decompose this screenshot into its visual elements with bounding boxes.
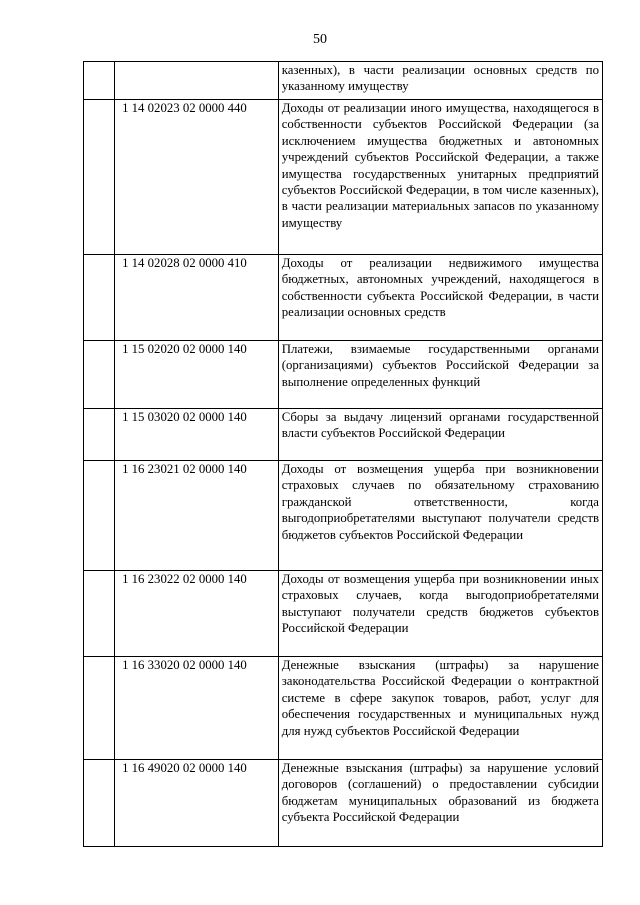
- revenue-codes-table: [83, 61, 603, 847]
- table-row: [84, 100, 603, 255]
- revenue-code-cell: 1 15 02020 02 0000 140: [115, 341, 279, 409]
- revenue-code-cell: 1 16 49020 02 0000 140: [115, 760, 279, 847]
- admin-code-cell: [84, 100, 115, 255]
- admin-code-cell: [84, 760, 115, 847]
- revenue-description-cell: казенных), в части реализации основных средств по указанному имуществу: [278, 62, 602, 100]
- revenue-code-cell: 1 14 02028 02 0000 410: [115, 255, 279, 341]
- table-row: [84, 62, 603, 100]
- table-row: [84, 760, 603, 847]
- table-row: [84, 409, 603, 461]
- page-number: 50: [313, 32, 327, 47]
- table-row: [84, 657, 603, 760]
- admin-code-cell: [84, 255, 115, 341]
- table-row: [84, 255, 603, 341]
- revenue-code-cell: 1 16 23021 02 0000 140: [115, 461, 279, 571]
- revenue-description-cell: Доходы от возмещения ущерба при возникновении страховых случаев по обязательному страхованию гражданской ответственности, когда выгодоприобретателями выступают получатели средств бюджетов субъектов Российской Федерации: [278, 461, 602, 571]
- admin-code-cell: [84, 409, 115, 461]
- revenue-description-cell: Платежи, взимаемые государственными органами (организациями) субъектов Российской Федерации за выполнение определенных функций: [278, 341, 602, 409]
- revenue-code-cell: 1 16 33020 02 0000 140: [115, 657, 279, 760]
- revenue-description-cell: Денежные взыскания (штрафы) за нарушение условий договоров (соглашений) о предоставлении субсидии бюджетам муниципальных образований из бюджета субъекта Российской Федерации: [278, 760, 602, 847]
- table-row: [84, 571, 603, 657]
- revenue-code-cell: 1 14 02023 02 0000 440: [115, 100, 279, 255]
- admin-code-cell: [84, 571, 115, 657]
- revenue-description-cell: Доходы от реализации иного имущества, находящегося в собственности субъектов Российской Федерации (за исключением имущества бюджетных и автономных учреждений субъектов Российской Федерации, а также имущества государственных унитарных предприятий субъектов Российской Федерации, в том числе казенных), в части реализации материальных запасов по указанному имуществу: [278, 100, 602, 255]
- admin-code-cell: [84, 341, 115, 409]
- revenue-description-cell: Сборы за выдачу лицензий органами государственной власти субъектов Российской Федерации: [278, 409, 602, 461]
- revenue-code-cell: 1 16 23022 02 0000 140: [115, 571, 279, 657]
- revenue-description-cell: Денежные взыскания (штрафы) за нарушение законодательства Российской Федерации о контрактной системе в сфере закупок товаров, работ, услуг для обеспечения государственных и муниципальных нужд для нужд субъектов Российской Федерации: [278, 657, 602, 760]
- table-row: [84, 341, 603, 409]
- revenue-description-cell: Доходы от возмещения ущерба при возникновении иных страховых случаев, когда выгодоприобретателями выступают получатели средств бюджетов субъектов Российской Федерации: [278, 571, 602, 657]
- admin-code-cell: [84, 461, 115, 571]
- revenue-code-cell: [115, 62, 279, 100]
- admin-code-cell: [84, 657, 115, 760]
- revenue-description-cell: Доходы от реализации недвижимого имущества бюджетных, автономных учреждений, находящегося в собственности субъекта Российской Федерации, в части реализации основных средств: [278, 255, 602, 341]
- admin-code-cell: [84, 62, 115, 100]
- revenue-code-cell: 1 15 03020 02 0000 140: [115, 409, 279, 461]
- table-row: [84, 461, 603, 571]
